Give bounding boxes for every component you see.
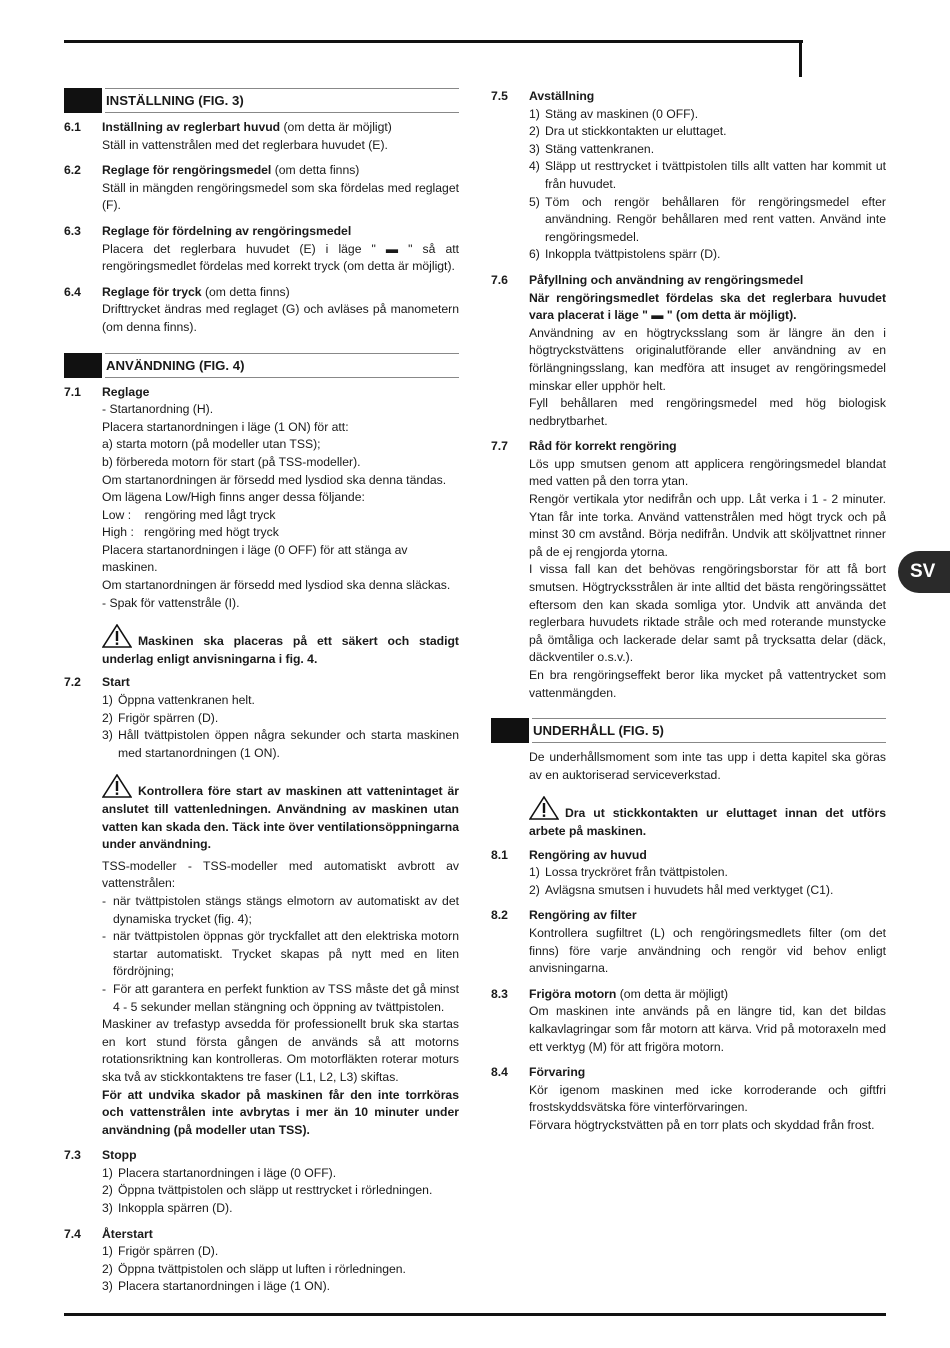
paragraph: Rengör vertikala ytor nedifrån och upp. Låt verka i 1 - 2 minuter. Ytan får inte torka. Använd vattenstrålen med högt tryck och på minst 30 cm avstånd. Börja nedifrån. Undvik att sköljvattnet rinner på de ej rengjorda ytorna. bbox=[529, 492, 886, 559]
item-8-1 bbox=[491, 847, 886, 900]
item-7-4 bbox=[64, 1226, 459, 1296]
item-title: Frigöra motorn bbox=[529, 986, 617, 1001]
warning bbox=[102, 774, 459, 853]
paragraph: Om maskinen inte används på en längre tid, kan det bildas kalkavlagringar som får motorn att kärva. Vrid på motoraxeln med ett verktyg (M) för att frigöra motorn. bbox=[529, 1004, 886, 1054]
list-marker: 2) bbox=[102, 1183, 113, 1198]
item-title: Reglage bbox=[102, 384, 150, 399]
warning-text: Maskinen ska placeras på ett säkert och stadigt underlag enligt anvisningarna i fig. 4. bbox=[102, 634, 459, 666]
section-8-intro bbox=[491, 749, 886, 844]
list-item bbox=[102, 1243, 459, 1261]
list-item bbox=[529, 194, 886, 247]
line: Placera startanordningen i läge (1 ON) för att: bbox=[102, 419, 349, 434]
paragraph: I vissa fall kan det behövas rengöringsborstar för att få bort smutsen. Högtrycksstrålen är inte alltid det bästa rengöringssättet eftersom den kan skada somliga ytor. Undvik att använda det reglerbara huvudets riktade stråle och med roterande munstycke på ömtåliga och lackerade delar samt på trycksatta delar (däck, däckventiler o.s.v.). bbox=[529, 562, 886, 665]
top-rule bbox=[64, 40, 803, 43]
list-marker: 4) bbox=[529, 159, 540, 174]
paragraph: Förvara högtryckstvätten på en torr plats och skyddad från frost. bbox=[529, 1117, 875, 1132]
warning-text: Dra ut stickkontakten ur eluttaget innan det utförs arbete på maskinen. bbox=[529, 806, 886, 838]
item-number: 8.4 bbox=[491, 1065, 508, 1080]
list-text: Frigör spärren (D). bbox=[118, 1244, 219, 1259]
item-7-5 bbox=[491, 88, 886, 264]
item-title: Förvaring bbox=[529, 1065, 586, 1080]
section-title: ANVÄNDNING (FIG. 4) bbox=[105, 353, 459, 378]
item-title-note: (om detta finns) bbox=[271, 163, 360, 178]
item-title: Reglage för rengöringsmedel bbox=[102, 163, 272, 178]
list-text: Håll tvättpistolen öppen några sekunder och starta maskinen med startanordningen (1 ON). bbox=[118, 728, 459, 760]
list-item bbox=[102, 1278, 459, 1296]
paragraph: De underhållsmoment som inte tas upp i detta kapitel ska göras av en auktoriserad serviceverkstad. bbox=[529, 750, 886, 782]
list-text: när tvättpistolen öppnas gör tryckfallet att den elektriska motorn startar automatiskt. Trycket skapas på nytt med en liten fördröjning; bbox=[113, 929, 459, 979]
item-number: 8.1 bbox=[491, 847, 508, 862]
item-8-4 bbox=[491, 1064, 886, 1134]
item-title: Reglage för tryck bbox=[102, 284, 202, 299]
list-text: när tvättpistolen stängs stängs elmotorn av automatiskt av det dynamiska trycket (fig. 4); bbox=[113, 893, 459, 926]
list-marker: - bbox=[102, 981, 107, 996]
list-item bbox=[529, 123, 886, 141]
list-marker: 3) bbox=[102, 728, 113, 743]
item-number: 7.6 bbox=[491, 272, 508, 287]
item-number: 6.1 bbox=[64, 120, 81, 134]
list-text: Placera startanordningen i läge (0 OFF). bbox=[118, 1165, 337, 1180]
list-text: För att garantera en perfekt funktion av TSS måste det gå minst 4 - 5 sekunder mellan stängning och öppning av tvättpistolen. bbox=[113, 981, 459, 1014]
item-title: Återstart bbox=[102, 1226, 153, 1241]
item-8-2 bbox=[491, 907, 886, 977]
section-title: UNDERHÅLL (FIG. 5) bbox=[532, 718, 886, 743]
list-marker: 3) bbox=[102, 1279, 113, 1294]
item-8-3 bbox=[491, 986, 886, 1056]
paragraph: Kontrollera sugfiltret (L) och rengöringsmedlets filter (om det finns) före varje användning och rengör vid behov enligt anvisningarna. bbox=[529, 925, 886, 976]
list-item bbox=[102, 981, 459, 1016]
list-text: Släpp ut resttrycket i tvättpistolen tills allt vatten har kommit ut från huvudet. bbox=[545, 159, 886, 191]
line: - Startanordning (H). bbox=[102, 402, 214, 417]
item-7-6 bbox=[491, 272, 886, 430]
line: b) förbereda motorn för start (på TSS-modeller). bbox=[102, 454, 361, 469]
list-item bbox=[102, 710, 459, 728]
list-item bbox=[529, 158, 886, 193]
item-number: 8.2 bbox=[491, 908, 508, 923]
item-number: 7.3 bbox=[64, 1148, 81, 1163]
section-heading-8 bbox=[491, 718, 886, 743]
line: High : rengöring med högt tryck bbox=[102, 525, 279, 540]
item-number: 7.4 bbox=[64, 1226, 81, 1241]
item-6-2 bbox=[64, 162, 459, 215]
list-marker: - bbox=[102, 893, 107, 908]
paragraph: Placera det reglerbara huvudet (E) i läge " ▬ " så att rengöringsmedlet fördelas med korrekt tryck (om detta är möjligt). bbox=[102, 241, 459, 274]
bottom-rule bbox=[64, 1313, 886, 1316]
paragraph: Användning av en högtrycksslang som är längre än den i högtryckstvättens originalutförande eller användning av en förlängningsslang, kan medföra att insuget av rengöringsmedel minskar eller upphör helt. bbox=[529, 325, 886, 393]
list-marker: 1) bbox=[102, 1165, 113, 1180]
list-text: Öppna tvättpistolen och släpp ut luften i rörledningen. bbox=[118, 1261, 406, 1276]
paragraph: Fyll behållaren med rengöringsmedel med hög biologisk nedbrytbarhet. bbox=[529, 396, 886, 428]
warning-text: Kontrollera före start av maskinen att vattenintaget är anslutet till vattenledningen. Användning av maskinen utan vatten kan skada den. Täck inte över ventilationsöppningarna under användning. bbox=[102, 784, 459, 852]
warning-icon bbox=[529, 796, 559, 820]
list-marker: 6) bbox=[529, 247, 540, 262]
item-7-7 bbox=[491, 438, 886, 702]
item-title-note: (om detta är möjligt) bbox=[616, 986, 729, 1001]
item-title: Påfyllning och användning av rengöringsmedel bbox=[529, 272, 804, 287]
list-text: Lossa tryckröret från tvättpistolen. bbox=[545, 865, 728, 880]
list-text: Dra ut stickkontakten ur eluttaget. bbox=[545, 124, 727, 139]
note: För att undvika skador på maskinen får den inte torrköras och vattenstrålen inte avbrytas i mer än 10 minuter under användning (på modeller utan TSS). bbox=[102, 1087, 459, 1137]
list-marker: 2) bbox=[102, 710, 113, 725]
warning bbox=[102, 624, 459, 668]
line: Om startanordningen är försedd med lysdiod ska denna släckas. bbox=[102, 578, 451, 593]
list-item bbox=[102, 727, 459, 762]
list-text: Inkoppla spärren (D). bbox=[118, 1201, 233, 1216]
list-marker: 1) bbox=[102, 1244, 113, 1259]
list-item bbox=[529, 864, 886, 882]
paragraph: En bra rengöringseffekt beror lika mycket på vattentrycket som vattenmängden. bbox=[529, 668, 886, 700]
list-marker: 1) bbox=[529, 106, 540, 121]
item-6-3 bbox=[64, 223, 459, 276]
paragraph: Ställ in mängden rengöringsmedel som ska fördelas med reglaget (F). bbox=[102, 180, 459, 213]
line: Placera startanordningen i läge (0 OFF) för att stänga av maskinen. bbox=[102, 542, 408, 575]
paragraph: Kör igenom maskinen med icke korroderande och giftfri frostskyddsvätska före vinterförvaringen. bbox=[529, 1082, 886, 1115]
list-text: Avlägsna smutsen i huvudets hål med verktyget (C1). bbox=[545, 882, 834, 897]
item-title: Avställning bbox=[529, 89, 595, 103]
item-7-3 bbox=[64, 1147, 459, 1217]
list-item bbox=[102, 1165, 459, 1183]
item-7-2 bbox=[64, 674, 459, 1139]
item-6-1 bbox=[64, 119, 459, 154]
item-title: Rengöring av huvud bbox=[529, 847, 647, 862]
list-text: Frigör spärren (D). bbox=[118, 710, 219, 725]
list-item bbox=[529, 882, 886, 900]
paragraph: Ställ in vattenstrålen med det reglerbara huvudet (E). bbox=[102, 137, 388, 152]
section-heading-7 bbox=[64, 353, 459, 378]
item-number: 8.3 bbox=[491, 986, 508, 1001]
list-item bbox=[102, 1182, 459, 1200]
list-marker: 3) bbox=[529, 141, 540, 156]
bold-paragraph: När rengöringsmedlet fördelas ska det reglerbara huvudet vara placerat i läge " ▬ " (om detta är möjligt). bbox=[529, 290, 886, 323]
item-title: Inställning av reglerbart huvud bbox=[102, 120, 281, 134]
list-item bbox=[529, 106, 886, 124]
list-item bbox=[102, 928, 459, 981]
item-number: 7.5 bbox=[491, 89, 508, 103]
warning-icon bbox=[102, 624, 132, 648]
section-title: INSTÄLLNING (FIG. 3) bbox=[105, 88, 459, 113]
language-tab: SV bbox=[898, 551, 950, 593]
paragraph: Maskiner av trefastyp avsedda för professionellt bruk ska startas en kort stund första gången de används så att motorns rotationsriktning kan kontrolleras. Om motorfläkten roterar moturs ska två av stickkontaktens tre faser (L1, L2, L3) skiftas. bbox=[102, 1017, 459, 1084]
list-marker: 2) bbox=[102, 1261, 113, 1276]
item-title-note: (om detta är möjligt) bbox=[280, 120, 392, 134]
list-text: Stäng vattenkranen. bbox=[545, 141, 655, 156]
item-number: 6.2 bbox=[64, 163, 81, 178]
list-item bbox=[102, 893, 459, 928]
list-marker: 2) bbox=[529, 124, 540, 139]
list-item bbox=[102, 1261, 459, 1279]
list-item bbox=[102, 692, 459, 710]
list-marker: 3) bbox=[102, 1201, 113, 1216]
line: - Spak för vattenstråle (I). bbox=[102, 595, 240, 610]
item-title: Råd för korrekt rengöring bbox=[529, 439, 677, 454]
item-6-4 bbox=[64, 284, 459, 337]
list-marker: - bbox=[102, 929, 107, 944]
list-text: Öppna vattenkranen helt. bbox=[118, 693, 255, 708]
item-title: Reglage för fördelning av rengöringsmedel bbox=[102, 223, 352, 238]
top-rule-corner bbox=[799, 40, 802, 77]
list-item bbox=[529, 141, 886, 159]
item-title: Stopp bbox=[102, 1148, 137, 1163]
item-number: 6.3 bbox=[64, 223, 81, 238]
item-title-note: (om detta finns) bbox=[201, 284, 290, 299]
line: Om lägena Low/High finns anger dessa följande: bbox=[102, 490, 365, 505]
item-number: 7.7 bbox=[491, 439, 508, 454]
right-column bbox=[491, 88, 886, 1134]
item-number: 6.4 bbox=[64, 284, 81, 299]
warning bbox=[529, 796, 886, 840]
line: Om startanordningen är försedd med lysdiod ska denna tändas. bbox=[102, 472, 447, 487]
list-text: Inkoppla tvättpistolens spärr (D). bbox=[545, 247, 721, 262]
paragraph: Drifttrycket ändras med reglaget (G) och avläses på manometern (om denna finns). bbox=[102, 302, 459, 334]
list-marker: 1) bbox=[102, 693, 113, 708]
left-column bbox=[64, 88, 459, 1296]
list-text: Stäng av maskinen (0 OFF). bbox=[545, 106, 699, 121]
item-number: 7.2 bbox=[64, 675, 81, 690]
list-item bbox=[102, 1200, 459, 1218]
list-marker: 2) bbox=[529, 882, 540, 897]
line: Low : rengöring med lågt tryck bbox=[102, 507, 276, 522]
list-text: Öppna tvättpistolen och släpp ut resttrycket i rörledningen. bbox=[118, 1183, 433, 1198]
list-text: Töm och rengör behållaren för rengöringsmedel efter användning. Rengör behållaren med rent vatten. Använd inte rengöringsmedel. bbox=[545, 194, 886, 244]
line: a) starta motorn (på modeller utan TSS); bbox=[102, 437, 321, 452]
section-heading-6 bbox=[64, 88, 459, 113]
list-text: Placera startanordningen i läge (1 ON). bbox=[118, 1279, 331, 1294]
item-title: Start bbox=[102, 675, 130, 690]
list-marker: 5) bbox=[529, 194, 540, 209]
item-number: 7.1 bbox=[64, 384, 81, 399]
list-marker: 1) bbox=[529, 865, 540, 880]
item-title: Rengöring av filter bbox=[529, 908, 637, 923]
item-7-1 bbox=[64, 384, 459, 673]
paragraph: Lös upp smutsen genom att applicera rengöringsmedel blandat med vatten på den torra ytan. bbox=[529, 456, 886, 489]
list-item bbox=[529, 246, 886, 264]
warning-icon bbox=[102, 774, 132, 798]
paragraph: TSS-modeller - TSS-modeller med automatiskt avbrott av vattenstrålen: bbox=[102, 858, 459, 891]
